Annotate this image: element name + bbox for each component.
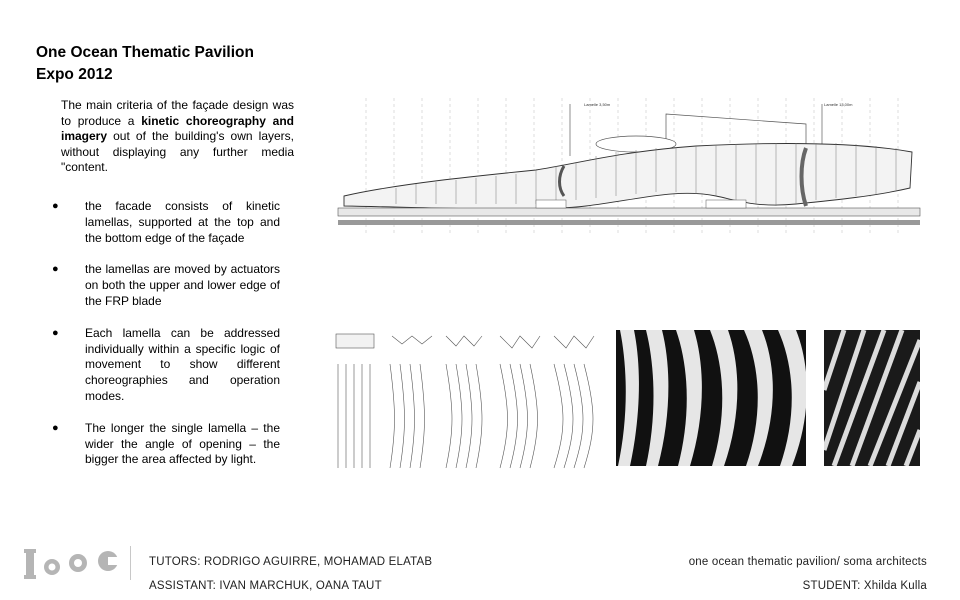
lamella-photo-closeup [616,330,806,466]
bullet-icon: ● [52,200,59,212]
intro-paragraph [61,98,294,176]
bullet-icon: ● [52,326,59,339]
footer-project: one ocean thematic pavilion/ soma architects [688,556,927,568]
bullet-text: the facade consists of kinetic lamellas, supported at the top and the bottom edge of the façade [85,199,280,245]
bullet-icon: ● [52,263,59,276]
elevation-label-right: Lamelle 13,00m [824,102,853,107]
iaac-logo [24,545,128,581]
bullet-item [52,326,280,405]
intro-bold: kinetic choreography and imagery [61,113,294,144]
elevation-label-left: Lamelle 3,50m [584,102,611,107]
elevation-drawing [336,96,922,238]
intro-text-1: The main criteria of the façade design was to produce a [61,98,294,128]
bullet-text: Each lamella can be addressed individually within a specific logic of movement to show different choreographies and operation modes. [85,325,280,403]
bullet-item [52,262,280,309]
bullet-item [52,199,280,246]
bullet-list [52,199,280,484]
footer-assistant: ASSISTANT: IVAN MARCHUK, OANA TAUT [149,580,382,592]
title-line-1: One Ocean Thematic Pavilion [36,44,254,61]
intro-text-2: out of the building's own layers, without displaying any further media "content. [61,129,294,175]
page-title [36,42,254,86]
footer-divider [130,546,131,580]
bullet-item [52,421,280,468]
bullet-icon: ● [52,421,59,434]
footer-tutors: TUTORS: RODRIGO AGUIRRE, MOHAMAD ELATAB [149,556,433,568]
lamella-diagrams [334,330,606,472]
bullet-text: The longer the single lamella – the wider the angle of opening – the bigger the area affected by light. [85,420,280,467]
lamella-photo-diagonal [824,330,920,466]
title-line-2: Expo 2012 [36,66,113,83]
bullet-text: the lamellas are moved by actuators on both the upper and lower edge of the FRP blade [85,262,280,308]
footer-student: STUDENT: Xhilda Kulla [802,580,927,592]
